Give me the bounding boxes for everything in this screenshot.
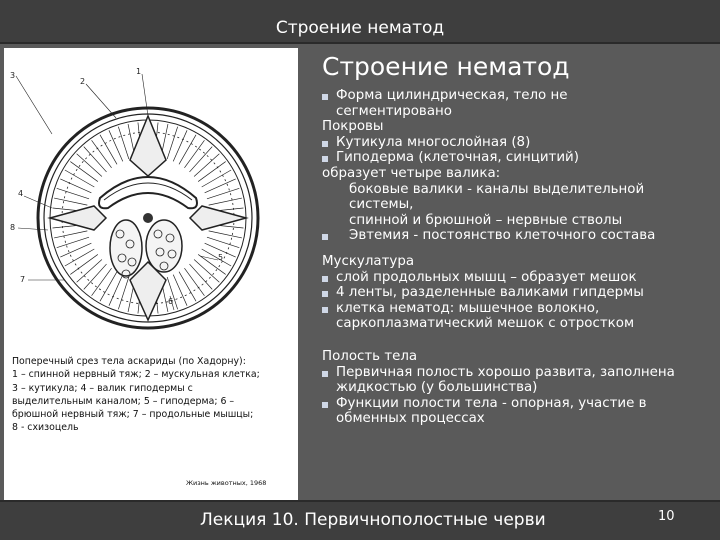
- muscle-fiber: [70, 162, 98, 182]
- muscle-fiber: [65, 170, 94, 187]
- line-text: слой продольных мышц – образует мешок: [336, 269, 637, 285]
- muscle-fiber: [198, 162, 226, 182]
- bullet-icon: [322, 291, 328, 297]
- caption-line: выделительным каналом; 5 – гиподерма; 6 –: [12, 395, 235, 407]
- header-title: Строение нематод: [275, 18, 445, 38]
- figure-panel: [4, 48, 298, 500]
- line-text: Первичная полость хорошо развита, заполнена: [336, 364, 675, 380]
- line-text: образует четыре валика:: [322, 165, 501, 181]
- muscle-fiber: [202, 170, 231, 187]
- muscle-fiber: [184, 140, 204, 168]
- bullet-line: [322, 150, 717, 166]
- figure-label-6: 6: [168, 297, 174, 306]
- bullet-icon: [322, 276, 328, 282]
- bullet-icon: [322, 234, 328, 240]
- muscle-fiber: [209, 198, 242, 205]
- bullet-icon: [322, 94, 328, 100]
- slide-number: 10: [658, 509, 675, 524]
- muscle-fiber: [194, 154, 219, 177]
- muscle-fiber: [77, 259, 102, 282]
- sub-line: [322, 182, 717, 198]
- bullet-continuation: [322, 380, 717, 396]
- caption-line: 8 - схизоцель: [12, 422, 79, 434]
- line-text: системы,: [349, 197, 414, 213]
- bullet-line: [322, 285, 717, 301]
- nematode-cross-section-figure: [4, 48, 298, 348]
- plain-line: [322, 119, 717, 135]
- figure-label-5: 5: [218, 253, 224, 262]
- spacer: [322, 244, 717, 254]
- bullet-continuation: [322, 104, 717, 120]
- bullet-icon: [322, 307, 328, 313]
- muscle-fiber: [54, 198, 87, 205]
- line-text: сегментировано: [336, 103, 452, 119]
- figure-caption: [12, 355, 300, 435]
- caption-line: брюшной нервный тяж; 7 – продольные мышцы;: [12, 409, 254, 421]
- line-text: Кутикула многослойная (8): [336, 134, 531, 150]
- slide-body: [322, 88, 717, 427]
- line-text: Форма цилиндрическая, тело не: [336, 88, 568, 103]
- sub-line: [322, 197, 717, 213]
- line-text: Эвтемия - постоянство клеточного состава: [349, 228, 656, 244]
- line-text: Мускулатура: [322, 253, 415, 269]
- caption-line: 1 – спинной нервный тяж; 2 – мускульная клетка;: [12, 369, 260, 381]
- figure-label-4: 4: [18, 189, 24, 198]
- figure-source: Жизнь животных, 1968: [186, 479, 267, 487]
- muscle-fiber: [92, 268, 112, 296]
- muscle-fiber: [70, 254, 98, 274]
- figure-label-1: 1: [136, 67, 142, 76]
- line-text: Полость тела: [322, 348, 418, 364]
- line-text: жидкостью (у большинства): [336, 380, 538, 396]
- bullet-line: [322, 228, 717, 244]
- bullet-icon: [322, 141, 328, 147]
- muscle-fiber: [92, 140, 112, 168]
- bullet-line: [322, 396, 717, 412]
- bullet-line: [322, 88, 717, 104]
- bullet-line: [322, 135, 717, 151]
- muscle-fiber: [194, 259, 219, 282]
- muscle-fiber: [84, 147, 107, 172]
- muscle-fiber: [54, 231, 87, 238]
- bullet-line: [322, 301, 717, 317]
- line-text: Покровы: [322, 119, 384, 135]
- muscle-fiber: [184, 268, 204, 296]
- bottom-divider: [0, 500, 720, 502]
- bullet-icon: [322, 402, 328, 408]
- figure-label-3: 3: [10, 71, 16, 80]
- top-divider: [0, 42, 720, 44]
- bullet-continuation: [322, 316, 717, 332]
- bullet-line: [322, 270, 717, 286]
- bullet-icon: [322, 371, 328, 377]
- bullet-continuation: [322, 411, 717, 427]
- line-text: 4 ленты, разделенные валиками гипдермы: [336, 285, 644, 301]
- figure-label-2: 2: [80, 77, 86, 86]
- plain-line: [322, 166, 717, 182]
- figure-label-8: 8: [10, 223, 16, 232]
- muscle-fiber: [209, 231, 242, 238]
- muscle-fiber: [100, 272, 117, 301]
- plain-line: [322, 349, 717, 365]
- muscle-fiber: [100, 135, 117, 164]
- muscle-fiber: [179, 135, 196, 164]
- footer-title: Лекция 10. Первичнополостные черви: [200, 510, 546, 530]
- spacer: [322, 332, 717, 349]
- line-text: саркоплазматический мешок с отростком: [336, 316, 635, 332]
- plain-line: [322, 254, 717, 270]
- slide-title: Строение нематод: [322, 52, 570, 81]
- line-text: Функции полости тела - опорная, участие в: [336, 395, 647, 411]
- line-text: спинной и брюшной – нервные стволы: [349, 212, 623, 228]
- muscle-fiber: [179, 272, 196, 301]
- line-text: боковые валики - каналы выделительной: [349, 181, 645, 197]
- sub-line: [322, 213, 717, 229]
- muscle-fiber: [189, 264, 212, 289]
- muscle-fiber: [65, 249, 94, 266]
- bullet-icon: [322, 156, 328, 162]
- caption-line: Поперечный срез тела аскариды (по Хадорну):: [12, 356, 246, 367]
- line-text: обменных процессах: [336, 411, 485, 427]
- figure-label-7: 7: [20, 275, 26, 284]
- caption-line: 3 – кутикула; 4 – валик гиподермы с: [12, 382, 193, 394]
- line-text: Гиподерма (клеточная, синцитий): [336, 150, 579, 166]
- line-text: клетка нематод: мышечное волокно,: [336, 300, 600, 316]
- bullet-line: [322, 365, 717, 381]
